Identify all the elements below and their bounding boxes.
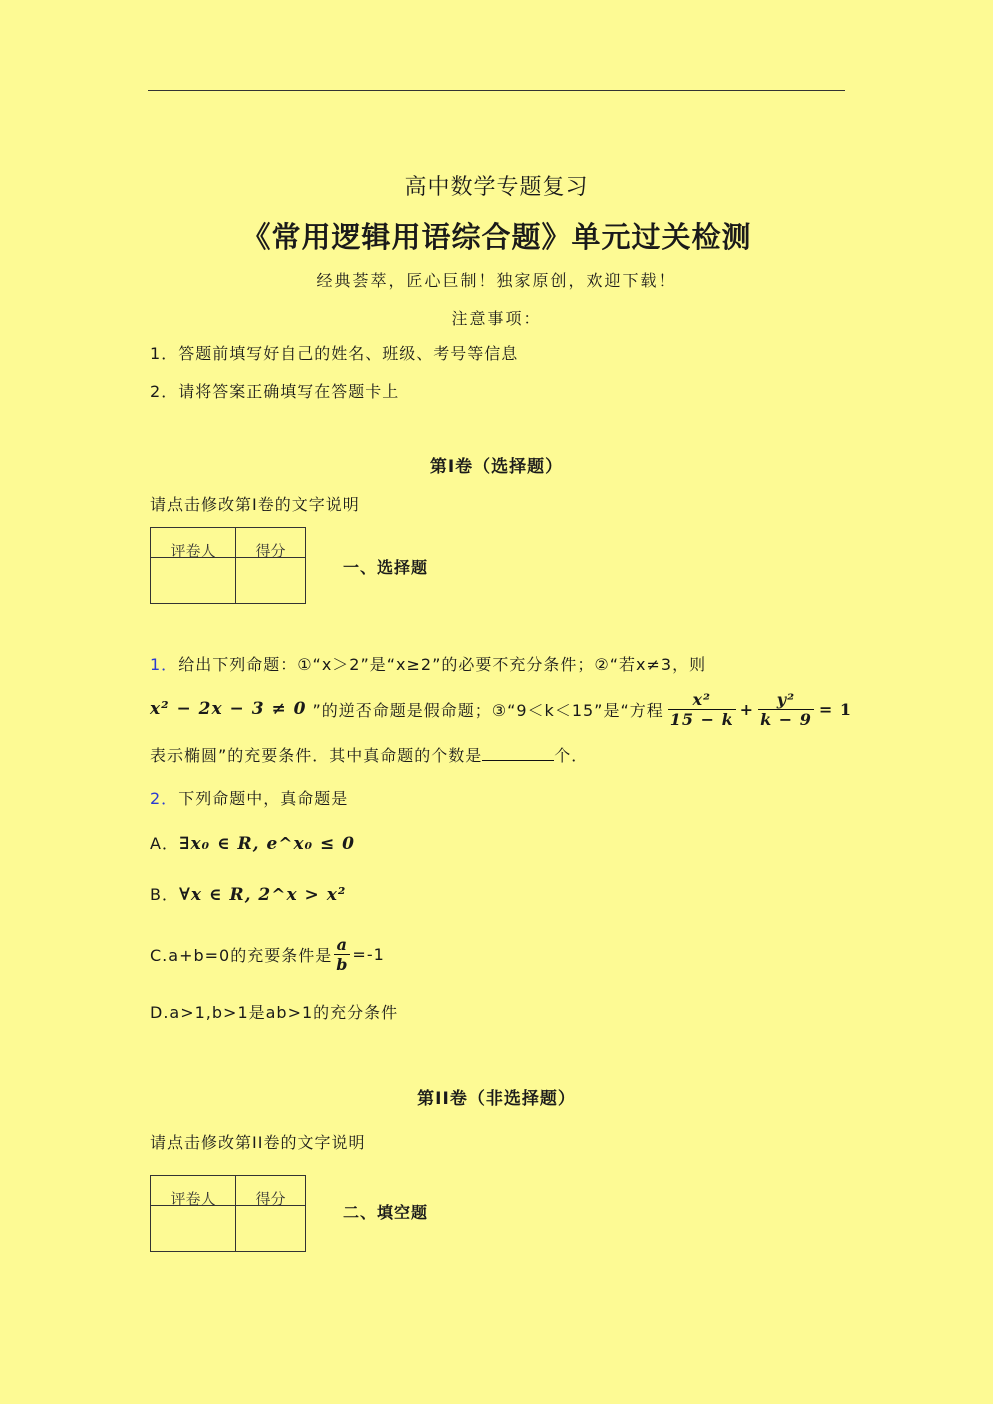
score-table-2 xyxy=(150,1175,306,1252)
q2-option-a[interactable] xyxy=(150,831,355,854)
option-b-math: ∀x ∈ R, 2^x > x² xyxy=(178,885,347,905)
part2-title: 第II卷（非选择题） xyxy=(417,1089,576,1109)
q1-fraction-1: $\frac{\text{x²}}{15 - k}$ xyxy=(669,689,734,729)
q2-option-c[interactable] xyxy=(150,930,385,978)
top-rule xyxy=(148,90,845,91)
score-header: 得分 xyxy=(236,1176,306,1206)
score-header: 得分 xyxy=(236,528,306,558)
q2-stem xyxy=(150,786,348,809)
notice-text: ．答题前填写好自己的姓名、班级、考号等信息 xyxy=(161,344,519,363)
q1-line3 xyxy=(150,743,588,766)
q1-text: 给出下列命题：①“x＞2”是“x≥2”的必要不充分条件；②“若x≠3，则 xyxy=(178,655,707,674)
q1-fraction-2: $\frac{\text{y²}}{k - 9}$ xyxy=(760,689,812,729)
score-cell[interactable] xyxy=(236,1206,306,1252)
q1-line1 xyxy=(150,652,706,675)
doc-tagline: 经典荟萃，匠心巨制！独家原创，欢迎下载！ xyxy=(316,271,677,290)
q2-number: 2． xyxy=(150,789,179,808)
q1-text-unit: 个． xyxy=(554,746,589,765)
q2-option-d[interactable]: D.a>1,b>1是ab>1的充分条件 xyxy=(150,1003,399,1022)
doc-subtitle: 高中数学专题复习 xyxy=(404,175,589,200)
q2-text: 下列命题中，真命题是 xyxy=(178,789,349,808)
notice-title: 注意事项： xyxy=(451,309,542,328)
part2-desc: 请点击修改第II卷的文字说明 xyxy=(150,1133,366,1152)
notice-item-1 xyxy=(150,341,518,364)
reviewer-header: 评卷人 xyxy=(151,1176,236,1206)
option-c-text: C.a+b=0的充要条件是 xyxy=(150,945,333,965)
option-a-math: ∃x₀ ∈ R, e^x₀ ≤ 0 xyxy=(178,834,356,854)
score-cell[interactable] xyxy=(236,558,306,604)
option-c-fraction: $\frac{a}{b}$ xyxy=(336,934,349,974)
q1-text-mid: ”的逆否命题是假命题；③“9＜k＜15”是“方程 xyxy=(312,700,664,720)
section-fill-blank: 二、填空题 xyxy=(343,1203,429,1222)
q1-line2 xyxy=(150,684,852,734)
q2-option-b[interactable] xyxy=(150,882,346,905)
reviewer-cell[interactable] xyxy=(151,558,236,604)
doc-title: 《常用逻辑用语综合题》单元过关检测 xyxy=(241,220,752,254)
option-label: B． xyxy=(150,885,179,904)
option-c-tail: =-1 xyxy=(352,944,385,964)
q1-plus: + xyxy=(739,699,755,719)
q1-answer-blank[interactable] xyxy=(482,746,554,761)
part1-desc: 请点击修改第Ⅰ卷的文字说明 xyxy=(150,495,360,514)
part1-title: 第Ⅰ卷（选择题） xyxy=(429,457,564,477)
q1-number: 1． xyxy=(150,655,179,674)
notice-text: ．请将答案正确填写在答题卡上 xyxy=(161,382,400,401)
reviewer-header: 评卷人 xyxy=(151,528,236,558)
q1-equals-one: = 1 xyxy=(818,699,852,719)
q1-text-end: 表示椭圆”的充要条件．其中真命题的个数是 xyxy=(150,746,483,765)
reviewer-cell[interactable] xyxy=(151,1206,236,1252)
section-choice: 一、选择题 xyxy=(343,558,429,577)
score-table-1 xyxy=(150,527,306,604)
notice-num: 2 xyxy=(150,382,162,401)
option-label: A． xyxy=(150,834,179,853)
notice-item-2 xyxy=(150,379,399,402)
notice-num: 1 xyxy=(150,344,162,363)
q1-expression: x² − 2x − 3 ≠ 0 xyxy=(150,699,307,719)
